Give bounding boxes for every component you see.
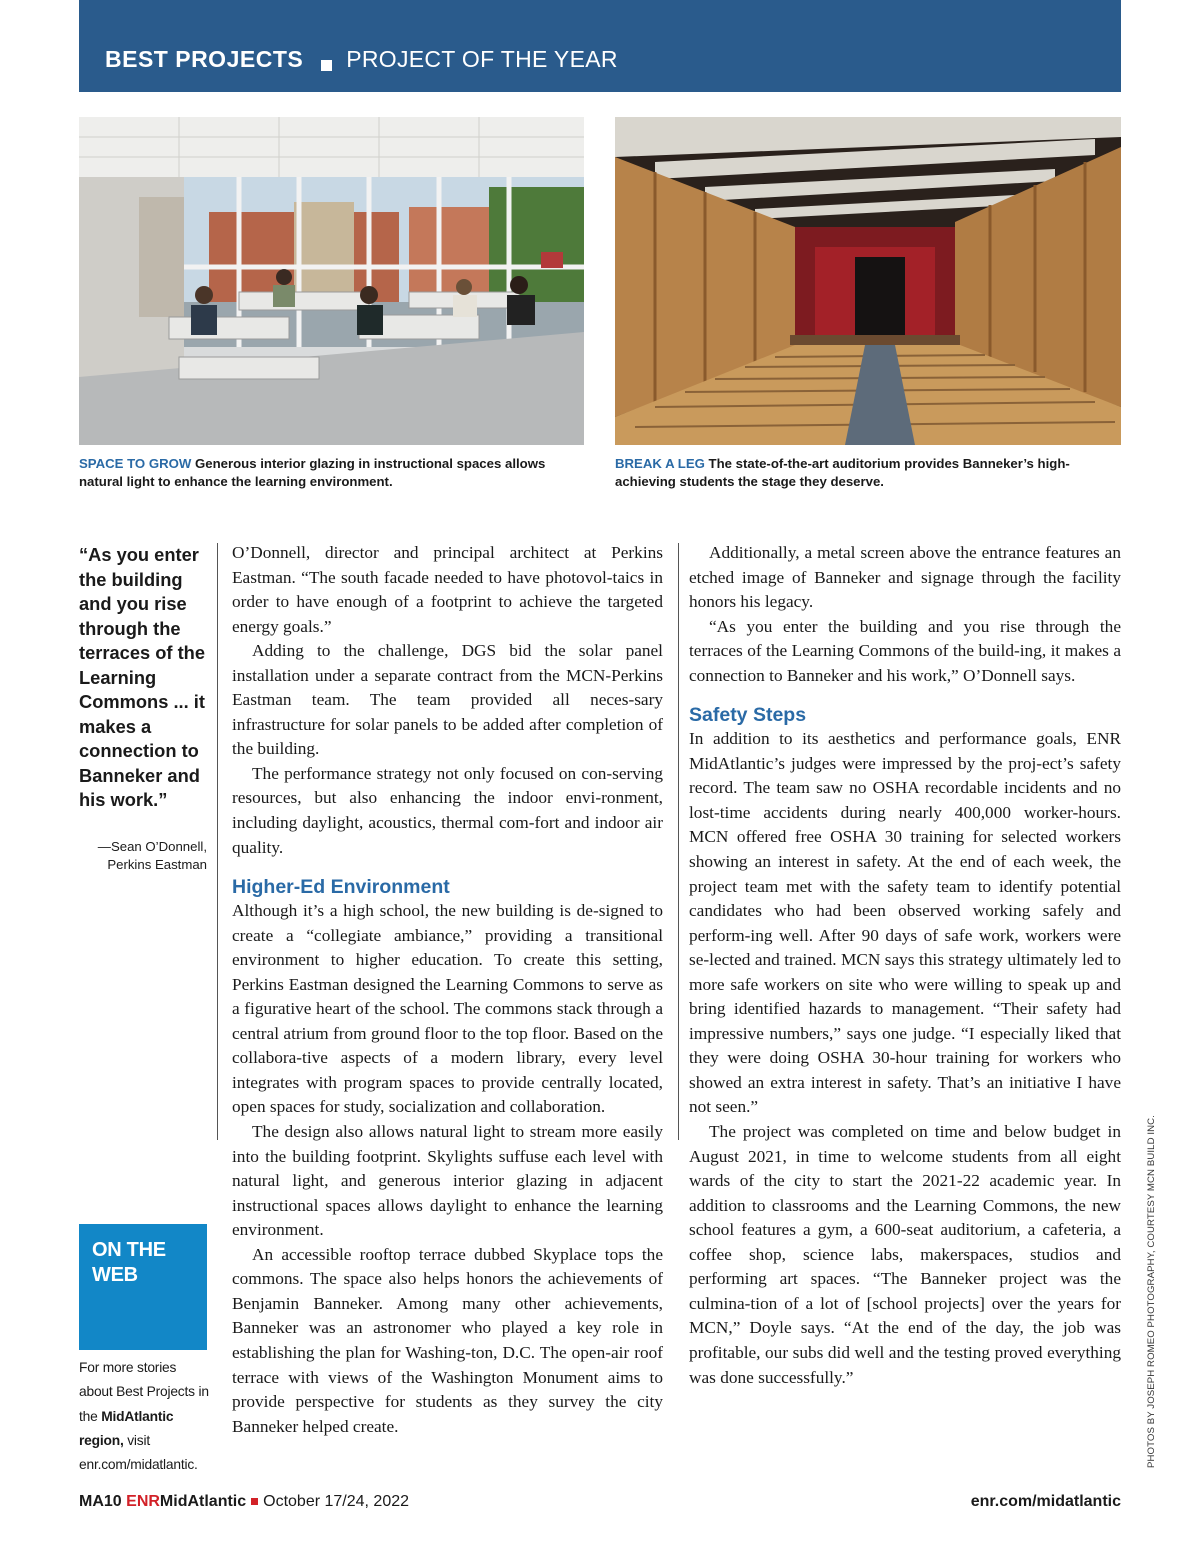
- paragraph: The design also allows natural light to stream more easily into the building footprint. Skylights suffuse each level with natural light, and generous interior glazing in adjacent instructional spaces allows daylight to enhance the learning environment.: [232, 1122, 663, 1240]
- auditorium-photo: [615, 117, 1121, 445]
- caption-lead: SPACE TO GROW: [79, 456, 192, 471]
- subheading-safety-steps: Safety Steps: [689, 704, 807, 727]
- separator-square-icon: [251, 1498, 258, 1505]
- on-the-web-box: [79, 1224, 207, 1350]
- caption-lead: BREAK A LEG: [615, 456, 705, 471]
- paragraph: Additionally, a metal screen above the entrance features an etched image of Banneker and signage through the facility honors his legacy.: [689, 543, 1121, 612]
- web-text-link[interactable]: visit enr.com/midatlantic.: [79, 1432, 198, 1473]
- paragraph: The project was completed on time and below budget in August 2021, in time to welcome students from all eight wards of the city to start the 2021-22 academic year. In addition to classrooms and the Learning Commons, the new school features a gym, a 600-seat auditorium, a cafeteria, a coffee shop, science labs, makerspaces, studios and performing art spaces. “The Banneker project was the culmina-tion of a lot of [school projects] over the years for MCN,” Doyle says. “At the end of the day, the job was profitable, our subs did well and the testing proved everything was done successfully.”: [689, 1122, 1121, 1387]
- photo-credit-text: PHOTOS BY JOSEPH ROMEO PHOTOGRAPHY, COURTESY MCN BUILD INC.: [1146, 1115, 1157, 1468]
- photo-caption-classroom: [79, 455, 584, 491]
- brand-region: MidAtlantic: [159, 1493, 247, 1510]
- caption-text: The state-of-the-art auditorium provides Banneker’s high-achieving students the stage they deserve.: [615, 456, 1070, 489]
- paragraph: An accessible rooftop terrace dubbed Skyplace tops the commons. The space also helps honors the achievements of Benjamin Banneker. Among many other achievements, Banneker was an astronomer who played a key role in establishing the plan for Washing-ton, D.C. The open-air roof terrace with views of the Washington Monument aims to provide perspective for students as they survey the city Banneker helped create.: [232, 1244, 663, 1436]
- article-column-right: [689, 541, 1121, 1390]
- paragraph: Although it’s a high school, the new building is de-signed to create a “collegiate ambiance,” providing a transitional environment to higher education. To create this setting, Perkins Eastman designed the Learning Commons to serve as a figurative heart of the school. The commons stack through a central atrium from ground floor to the top floor. Based on the collabora-tive aspects of a modern library, every level integrates with program spaces to provide centrally located, open spaces for study, socialization and collaboration.: [232, 901, 663, 1117]
- classroom-photo: [79, 117, 584, 445]
- issue-date: October 17/24, 2022: [263, 1493, 410, 1510]
- paragraph: O’Donnell, director and principal architect at Perkins Eastman. “The south facade needed to have photovol-taics in order to have enough of a footprint to achieve the targeted energy goals.”: [232, 543, 663, 636]
- pull-quote-attribution: [79, 838, 207, 874]
- on-the-web-text: [79, 1356, 209, 1477]
- paragraph: Adding to the challenge, DGS bid the solar panel installation under a separate contract from the MCN-Perkins Eastman team. The team provided all neces-sary infrastructure for solar panels to be added after completion of the building.: [232, 641, 663, 759]
- web-box-title-line1: ON THE: [92, 1239, 166, 1261]
- article-column-middle: [232, 541, 663, 1439]
- section-title: BEST PROJECTS: [105, 46, 304, 72]
- photo-caption-auditorium: [615, 455, 1121, 491]
- separator-square-icon: [321, 60, 332, 71]
- subheading-higher-ed: Higher-Ed Environment: [232, 876, 450, 899]
- paragraph: In addition to its aesthetics and performance goals, ENR MidAtlantic’s judges were impressed by the proj-ect’s safety record. The team saw no OSHA recordable incidents and no lost-time accidents during nearly 400,000 worker-hours. MCN offered free OSHA 30 training for selected workers showing an interest in safety. At the end of each week, the project team met with the safety team to identify potential candidates who had been observed working safely and perform-ing well. After 90 days of safe work, workers were se-lected and trained. MCN says this strategy ultimately led to more safe workers on site who were willing to speak up and bring identified hazards to management. “Their safety had impressive numbers,” says one judge. “I especially liked that they were doing OSHA 30-hour training for workers who showed an extra interest in safety. That’s an initiative I have not seen.”: [689, 729, 1121, 1117]
- pull-quote: “As you enter the building and you rise through the terraces of the Learning Commons ... it makes a connection to Banneker and his work.”: [79, 544, 205, 810]
- section-subtitle: PROJECT OF THE YEAR: [346, 46, 618, 72]
- section-header: [79, 0, 1121, 92]
- footer-folio: [79, 1493, 409, 1511]
- column-divider: [217, 543, 218, 1140]
- web-text-intro: For more stories about Best Projects in the: [79, 1360, 209, 1424]
- page-footer: [79, 1493, 1121, 1515]
- footer-url[interactable]: enr.com/midatlantic: [970, 1493, 1121, 1510]
- attribution-org: Perkins Eastman: [107, 857, 207, 872]
- web-box-title-line2: WEB: [92, 1264, 138, 1286]
- attribution-name: —Sean O’Donnell,: [97, 839, 207, 854]
- paragraph: “As you enter the building and you rise through the terraces of the Learning Commons of the build-ing, it makes a connection to Banneker and his work,” O’Donnell says.: [689, 616, 1121, 685]
- column-divider: [678, 543, 679, 1140]
- paragraph: The performance strategy not only focused on con-serving resources, but also enhancing the indoor envi-ronment, including daylight, acoustics, thermal com-fort and indoor air quality.: [232, 763, 663, 857]
- web-text-region: MidAtlantic region,: [79, 1408, 174, 1448]
- page-number: MA10: [79, 1493, 122, 1510]
- brand-enr: ENR: [126, 1493, 160, 1510]
- caption-text: Generous interior glazing in instructional spaces allows natural light to enhance the learning environment.: [79, 456, 546, 489]
